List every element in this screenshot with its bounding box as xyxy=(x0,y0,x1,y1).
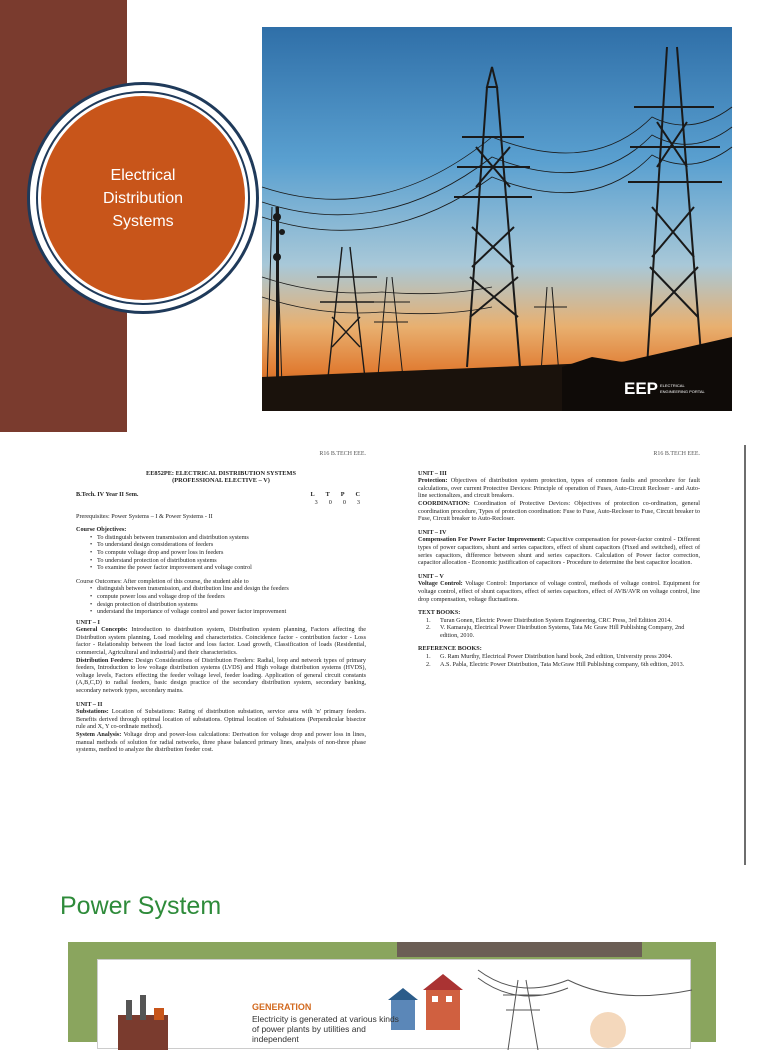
list-item: • To examine the power factor improvement and voltage control xyxy=(90,564,366,572)
unit-title: UNIT – V xyxy=(418,572,444,580)
syllabus-page-left xyxy=(76,440,366,754)
unit-body xyxy=(418,580,700,603)
textbooks-list xyxy=(418,617,700,640)
book-entry: A.S. Pabla, Electric Power Distribution, Tata McGraw Hill Publishing company, 6th edition, 2013. xyxy=(440,660,685,668)
unit-heading: Substations: xyxy=(76,708,109,716)
book-entry: Turan Gonen, Electric Power Distribution System Engineering, CRC Press, 3rd Edition 2014. xyxy=(440,616,672,624)
outcomes-intro: Course Outcomes: After completion of this course, the student able to xyxy=(76,577,249,585)
book-entry: G. Ram Murthy, Electrical Power Distribution hand book, 2nd edition, University press 2004. xyxy=(440,653,673,661)
unit-text: Objectives of distribution system protection, types of common faults and procedure for fault calculations, over current Protective Devices: Principle of operation of Fuses, Auto-Circuit Recloser - and Auto-line sectionalizes, and circuit breakers. xyxy=(418,477,700,500)
eep-logo: EEP xyxy=(624,379,659,398)
textbooks-title: TEXT BOOKS: xyxy=(418,609,461,617)
diagram-frame xyxy=(68,942,716,1042)
title-slide xyxy=(0,0,768,432)
list-item: 2. A.S. Pabla, Electric Power Distribution, Tata McGraw Hill Publishing company, 6th edition, 2013. xyxy=(426,660,685,668)
slide-heading: Power System xyxy=(60,892,222,920)
unit-title: UNIT – IV xyxy=(418,528,447,536)
ltpc-value: 3 xyxy=(356,498,360,506)
ltpc-label: C xyxy=(355,491,360,499)
page-header: R16 B.TECH EEE. xyxy=(319,451,366,457)
objectives-list xyxy=(76,534,366,572)
list-item: • To compute voltage drop and power loss in feeders xyxy=(90,549,366,557)
svg-text:ELECTRICAL: ELECTRICAL xyxy=(660,383,685,388)
ltpc-value: 0 xyxy=(328,498,332,506)
unit-title: UNIT – III xyxy=(418,469,447,477)
ltpc-label: L xyxy=(310,491,315,499)
list-item: • To distinguish between transmission and distribution systems xyxy=(90,534,366,542)
generation-text: Electricity is generated at various kinds of power plants by utilities and independent xyxy=(252,1014,399,1044)
unit-heading: Protection: xyxy=(418,477,448,485)
ltpc-label: T xyxy=(325,491,330,499)
unit-text: Coordination of Protective Devices: Objectives of protection co-ordination, general coordination procedure, Types of protection coordination: Fuse to Fuse, Auto-Recloser to Fuse, Circuit breaker to Fuse, Circuit breaker to Auto-Recloser. xyxy=(418,499,700,523)
outcomes-list xyxy=(76,585,366,615)
unit-heading: System Analysis: xyxy=(76,731,122,739)
transmission-towers-photo xyxy=(262,27,732,411)
unit-heading: Compensation For Power Factor Improvement: xyxy=(418,536,546,544)
unit-body xyxy=(76,731,366,754)
generation-title: GENERATION xyxy=(252,1002,312,1012)
unit-heading: General Concepts: xyxy=(76,626,128,634)
svg-text:ENGINEERING PORTAL: ENGINEERING PORTAL xyxy=(660,389,705,394)
unit-text: Location of Substations: Rating of distribution substation, service area with 'n' primary feeders. Benefits derived through optimal location of substations. Optimal location of Substations (Perpendicular bisector rule and X, Y co-ordinate method). xyxy=(76,708,366,731)
list-item: • To understand protection of distribution systems xyxy=(90,557,366,565)
unit-body xyxy=(76,708,366,731)
unit-text: Voltage drop and power-loss calculations: Derivation for voltage drop and power loss in lines, manual methods of solution for radial networks, three phase balanced primary lines, analysis of non-three phase systems, method to analyze the distribution feeder cost. xyxy=(76,731,366,754)
unit-text: Design Considerations of Distribution Feeders: Radial, loop and network types of primary feeders, Introduction to low voltage distribution systems (LVDS) and High voltage distribution systems (HVDS), voltage levels, Factors effecting the feeder voltage level, feeder loading. Application of general circuit constants (A,B,C,D) to radial feeders, basic design practice of the secondary distribution system, secondary banking, secondary network types, secondary mains. xyxy=(76,656,366,695)
power-system-diagram xyxy=(97,959,691,1049)
list-item: • compute power loss and voltage drop of the feeders xyxy=(90,593,366,601)
list-item: • understand the importance of voltage control and power factor improvement xyxy=(90,608,366,616)
power-plant-icon xyxy=(118,995,168,1050)
unit-body xyxy=(76,657,366,695)
objectives-title: Course Objectives: xyxy=(76,526,127,534)
unit-body xyxy=(418,536,700,566)
ltpc-values xyxy=(315,499,366,507)
course-subtitle: (PROFESSIONAL ELECTIVE – V) xyxy=(172,476,270,484)
prerequisites: Prerequisites: Power Systems – I & Power Systems - II xyxy=(76,512,213,520)
course-title: EE852PE: ELECTRICAL DISTRIBUTION SYSTEMS xyxy=(146,469,296,477)
unit-body xyxy=(76,626,366,656)
ltpc-value: 0 xyxy=(342,498,346,506)
unit-text: Voltage Control: Importance of voltage control, methods of voltage control. Equipment for voltage control, effect of shunt capacitors, effect of series capacitors, effect of AVB/AVR on voltage control, line drop compensation, voltage fluctuations. xyxy=(418,580,701,603)
unit-text: Introduction to distribution system, Distribution system planning, Factors affecting the Distribution system planning, Load modeling and characteristics. Coincidence factor - contribution factor - Loss factor - Relationship between the load factor and loss factor. Load growth, Classification of loads (Residential, commercial, Agricultural and industrial) and their characteristics. xyxy=(76,626,366,657)
syllabus-page-right xyxy=(418,440,700,668)
slide-title: Electrical Distribution Systems xyxy=(102,166,184,230)
slide-divider xyxy=(744,445,746,865)
title-circle xyxy=(38,93,248,303)
unit-title: UNIT – II xyxy=(76,700,103,708)
unit-text: Capacitive compensation for power-factor control - Different types of power capacitors, shunt and series capacitors, effect of shunt capacitors (Fixed and switched), effect of series capacitors, difference between shunt and series capacitors. Calculation of Power factor correction, capacitor allocation - Economic justification of capacitors - Procedure to determine the best capacitor location. xyxy=(418,536,701,567)
ltpc-labels xyxy=(310,491,366,499)
book-entry: V. Kamaraju, Electrical Power Distribution Systems, Tata Mc Graw Hill Publishing Company, 2nd edition, 2010. xyxy=(440,624,685,639)
ltpc-label: P xyxy=(340,491,345,499)
unit-title: UNIT – I xyxy=(76,618,100,626)
diagram-topbar xyxy=(397,942,642,957)
list-item: • distinguish between transmission, and distribution line and design the feeders xyxy=(90,585,366,593)
refbooks-list xyxy=(418,653,700,668)
list-item: 1. Turan Gonen, Electric Power Distribution System Engineering, CRC Press, 3rd Edition 2014. xyxy=(426,616,672,624)
unit-heading: COORDINATION: xyxy=(418,499,470,507)
ltpc-value: 3 xyxy=(314,498,318,506)
list-item: • design protection of distribution systems xyxy=(90,601,366,609)
refbooks-title: REFERENCE BOOKS: xyxy=(418,645,482,653)
unit-body xyxy=(418,477,700,500)
syllabus-slide xyxy=(0,440,768,870)
unit-heading: Voltage Control: xyxy=(418,580,463,588)
list-item: • To understand design considerations of feeders xyxy=(90,541,366,549)
pylon-icon xyxy=(478,970,692,1050)
list-item: 2. V. Kamaraju, Electrical Power Distribution Systems, Tata Mc Graw Hill Publishing Company, 2nd edition, 2010. xyxy=(426,624,700,639)
page-header: R16 B.TECH EEE. xyxy=(653,451,700,457)
year-sem: B.Tech. IV Year II Sem. xyxy=(76,491,139,499)
power-system-slide xyxy=(0,878,768,1044)
unit-heading: Distribution Feeders: xyxy=(76,656,134,664)
list-item: 1. G. Ram Murthy, Electrical Power Distribution hand book, 2nd edition, University press 2004. xyxy=(426,653,673,661)
unit-body xyxy=(418,500,700,523)
